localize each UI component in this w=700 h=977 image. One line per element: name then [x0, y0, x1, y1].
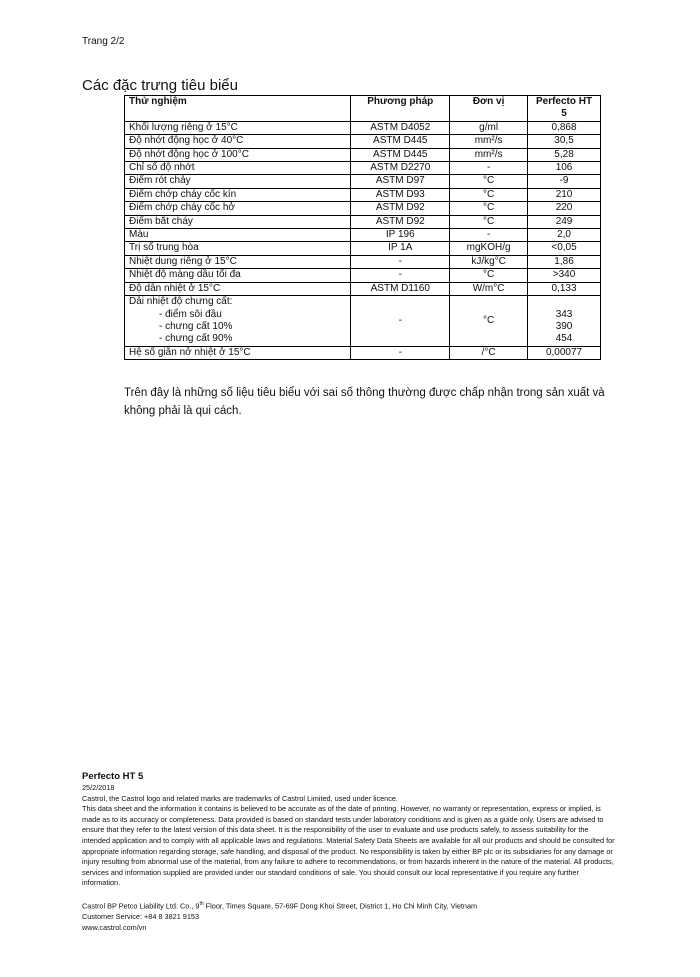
cell-method: IP 196	[351, 229, 450, 242]
cell-method: ASTM D97	[351, 175, 450, 188]
header-value: Perfecto HT 5	[528, 96, 601, 122]
cell-test: Độ nhớt động học ở 40°C	[125, 135, 351, 148]
cell-unit: °C	[450, 215, 528, 228]
footer-company-address: Castrol BP Petco Liability Ltd. Co., 9th Floor, Times Square, 57-69F Dong Khoi Street, District 1, Ho Chi Minh City, Vietnam	[82, 900, 478, 911]
cell-method: -	[351, 255, 450, 268]
cell-value: <0,05	[528, 242, 601, 255]
cell-test: Nhiệt độ màng dầu tối đa	[125, 269, 351, 282]
header-unit: Đơn vị	[450, 96, 528, 122]
distillation-values	[528, 296, 601, 347]
distillation-item-value: 454	[555, 333, 573, 345]
table-row	[125, 229, 601, 242]
cell-unit: /°C	[450, 346, 528, 359]
cell-method: ASTM D92	[351, 202, 450, 215]
cell-value: 2,0	[528, 229, 601, 242]
cell-test: Chỉ số độ nhớt	[125, 162, 351, 175]
footer-trademark: Castrol, the Castrol logo and related marks are trademarks of Castrol Limited, used under licence.	[82, 793, 398, 803]
table-row	[125, 121, 601, 134]
cell-value: 210	[528, 188, 601, 201]
table-row	[125, 282, 601, 295]
cell-method: ASTM D445	[351, 135, 450, 148]
table-row	[125, 202, 601, 215]
cell-test: Khối lượng riêng ở 15°C	[125, 121, 351, 134]
cell-unit: °C	[450, 188, 528, 201]
footer	[82, 770, 618, 933]
distillation-row	[125, 296, 601, 347]
cell-value: 220	[528, 202, 601, 215]
cell-test: Điểm chớp cháy cốc kín	[125, 188, 351, 201]
table-row	[125, 215, 601, 228]
table-row	[125, 162, 601, 175]
cell-test: Màu	[125, 229, 351, 242]
cell-method: ASTM D4052	[351, 121, 450, 134]
table-row	[125, 269, 601, 282]
cell-unit: °C	[450, 175, 528, 188]
distillation-method: -	[351, 296, 450, 347]
cell-unit: mm²/s	[450, 148, 528, 161]
cell-method: IP 1A	[351, 242, 450, 255]
properties-table	[124, 95, 601, 360]
cell-method: ASTM D93	[351, 188, 450, 201]
cell-method: ASTM D445	[351, 148, 450, 161]
cell-unit: °C	[450, 202, 528, 215]
cell-test: Điểm chớp cháy cốc hở	[125, 202, 351, 215]
distillation-item-label: - chưng cất 90%	[159, 333, 233, 345]
distillation-item-label: - điểm sôi đầu	[159, 308, 222, 320]
cell-unit: mgKOH/g	[450, 242, 528, 255]
cell-value: 0,868	[528, 121, 601, 134]
cell-value: 0,00077	[528, 346, 601, 359]
section-title: Các đặc trưng tiêu biểu	[82, 77, 238, 94]
table-row	[125, 148, 601, 161]
cell-test: Điểm rót chảy	[125, 175, 351, 188]
distillation-cell	[125, 296, 351, 347]
cell-method: -	[351, 269, 450, 282]
distillation-unit: °C	[450, 296, 528, 347]
cell-test: Trị số trung hòa	[125, 242, 351, 255]
cell-value: -9	[528, 175, 601, 188]
cell-value: 1,86	[528, 255, 601, 268]
cell-test: Điểm bắt cháy	[125, 215, 351, 228]
cell-unit: kJ/kg°C	[450, 255, 528, 268]
footer-product-name: Perfecto HT 5	[82, 771, 144, 782]
footer-date: 25/2/2018	[82, 783, 115, 792]
cell-test: Độ dẫn nhiệt ở 15°C	[125, 282, 351, 295]
table-row	[125, 242, 601, 255]
cell-value: >340	[528, 269, 601, 282]
cell-value: 30,5	[528, 135, 601, 148]
distillation-item-label: - chưng cất 10%	[159, 320, 233, 332]
cell-value: 249	[528, 215, 601, 228]
footer-website-link[interactable]: www.castrol.com/vn	[82, 922, 147, 932]
cell-unit: °C	[450, 269, 528, 282]
cell-method: ASTM D92	[351, 215, 450, 228]
cell-unit: W/m°C	[450, 282, 528, 295]
header-test: Thử nghiệm	[125, 96, 351, 122]
table-header-row	[125, 96, 601, 122]
header-method: Phương pháp	[351, 96, 450, 122]
disclaimer-note: Trên đây là những số liệu tiêu biểu với sai số thông thường được chấp nhận trong sản xuất và không phải là qui cách.	[124, 387, 605, 417]
table-row	[125, 188, 601, 201]
page-number: Trang 2/2	[82, 36, 125, 47]
table-row	[125, 346, 601, 359]
distillation-item-value: 343	[555, 308, 573, 320]
cell-unit: mm²/s	[450, 135, 528, 148]
table-row	[125, 255, 601, 268]
cell-test: Hệ số giãn nở nhiệt ở 15°C	[125, 346, 351, 359]
cell-value: 0,133	[528, 282, 601, 295]
cell-unit: -	[450, 162, 528, 175]
cell-test: Độ nhớt động học ở 100°C	[125, 148, 351, 161]
cell-value: 106	[528, 162, 601, 175]
distillation-title: Dải nhiệt độ chưng cất:	[129, 296, 233, 308]
cell-value: 5,28	[528, 148, 601, 161]
table-row	[125, 135, 601, 148]
cell-method: -	[351, 346, 450, 359]
cell-unit: -	[450, 229, 528, 242]
cell-test: Nhiệt dung riêng ở 15°C	[125, 255, 351, 268]
cell-method: ASTM D1160	[351, 282, 450, 295]
cell-unit: g/ml	[450, 121, 528, 134]
footer-customer-service: Customer Service: +84 8 3821 9153	[82, 911, 200, 921]
table-row	[125, 175, 601, 188]
footer-disclaimer: This data sheet and the information it contains is believed to be accurate as of the date of printing. However, no warranty or representation, express or implied, is made as to its accuracy or completeness. Data provided is based on standard tests under laboratory conditions and is given as a guide only. Users are advised to ensure that they refer to the latest version of this data sheet. It is the responsibility of the user to evaluate and use products safely, to assess suitability for the intended application and to comply with all applicable laws and regulations. Material Safety Data Sheets are available for all our products and should be consulted for appropriate information regarding storage, safe handling, and disposal of the product. No responsibility is taken by either BP plc or its subsidiaries for any damage or injury resulting from abnormal use of the material, from any failure to adhere to recommendations, or from hazards inherent in the nature of the material. All products, services and information supplied are provided under our standard conditions of sale. You should consult our local representative if you require any further information.	[82, 804, 615, 888]
cell-method: ASTM D2270	[351, 162, 450, 175]
distillation-item-value: 390	[555, 320, 573, 332]
